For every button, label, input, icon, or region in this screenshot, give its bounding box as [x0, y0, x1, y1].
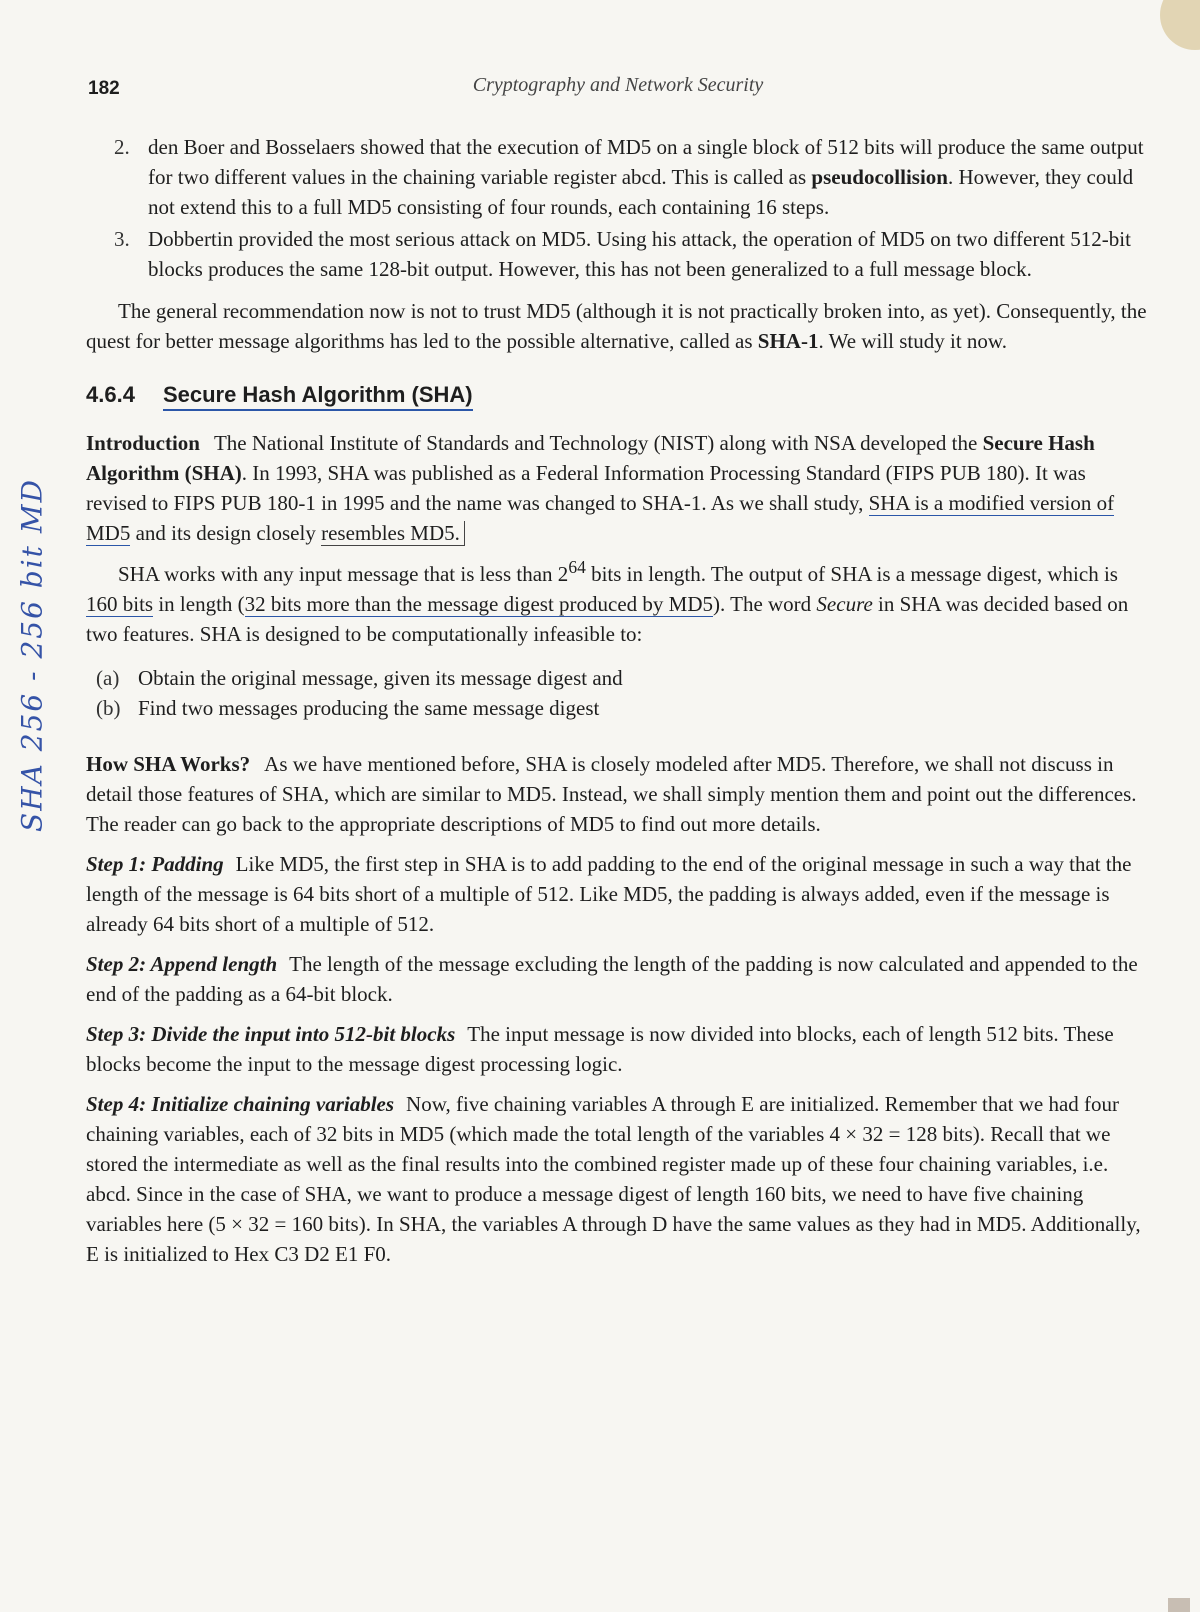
how-sha-works-paragraph: [86, 749, 1150, 839]
term-sha: Secure Hash Algorithm (SHA): [86, 431, 1095, 485]
list-text: den Boer and Bosselaers showed that the execution of MD5 on a single block of 512 bits will produce the same output for two different values in the chaining variable register abcd. This is called as: [148, 135, 1144, 189]
paragraph-text: bits in length. The output of SHA is a message digest, which is: [585, 562, 1118, 586]
underlined-phrase: 32 bits more than the message digest produced by MD5: [244, 592, 713, 616]
boxed-phrase: resembles MD5.: [321, 521, 465, 546]
page-header: [88, 74, 1148, 108]
list-item: [86, 224, 1150, 284]
feature-list: [86, 663, 1150, 723]
step-paragraph: [86, 1089, 1150, 1269]
step-text: The length of the message excluding the length of the padding is now calculated and appended to the end of the padding as a 64-bit block.: [86, 952, 1138, 1006]
list-item: [86, 663, 1150, 693]
page-body: [86, 132, 1150, 1269]
paragraph-text: ). The word: [713, 592, 817, 616]
paragraph-text: As we have mentioned before, SHA is closely modeled after MD5. Therefore, we shall not discuss in detail those features of SHA, which are similar to MD5. Instead, we shall simply mention them and point out the differences. The reader can go back to the appropriate descriptions of MD5 to find out more details.: [86, 752, 1137, 836]
margin-note-text: SHA 256 - 256 bit MD: [15, 478, 49, 832]
step-text: The input message is now divided into blocks, each of length 512 bits. These blocks become the input to the message digest processing logic.: [86, 1022, 1114, 1076]
paragraph-text: in length (: [153, 592, 245, 616]
step-label: Step 1: Padding: [86, 852, 224, 876]
recommendation-paragraph: [86, 296, 1150, 356]
running-title: Cryptography and Network Security: [472, 74, 764, 96]
section-heading: [86, 380, 1150, 410]
section-number: 4.6.4: [86, 382, 135, 407]
list-number: 2.: [114, 135, 130, 159]
list-text: Obtain the original message, given its message digest and: [138, 666, 623, 690]
list-number: 3.: [114, 227, 130, 251]
term-pseudocollision: pseudocollision: [811, 165, 948, 189]
page-stain: [1160, 0, 1200, 50]
underlined-phrase: SHA is a modified version of MD5: [86, 491, 1115, 545]
step-text: Now, five chaining variables A through E are initialized. Remember that we had four chaining variables, each of 32 bits in MD5 (which made the total length of the variables 4 × 32 = 128 bits). Recall that we stored the intermediate as well as the final results into the combined register made up of these four chaining variables, i.e. abcd. Since in the case of SHA, we want to produce a message digest of length 160 bits, we need to have five chaining variables here (5 × 32 = 160 bits). In SHA, the variables A through D have the same values as they had in MD5. Additionally, E is initialized to Hex C3 D2 E1 F0.: [86, 1092, 1141, 1266]
handwritten-margin-note: [8, 478, 56, 832]
list-item: [86, 132, 1150, 222]
introduction-paragraph: [86, 428, 1150, 548]
paragraph-text: in SHA was decided based on two features. SHA is designed to be computationally infeasible to:: [86, 592, 1129, 646]
page-stain: [1168, 1598, 1190, 1612]
italic-word: Secure: [816, 592, 873, 616]
list-label: (b): [96, 696, 121, 720]
section-title: Secure Hash Algorithm (SHA): [163, 382, 473, 411]
step-paragraph: [86, 849, 1150, 939]
step-label: Step 2: Append length: [86, 952, 278, 976]
paragraph-text: SHA works with any input message that is less than 2: [118, 562, 569, 586]
how-works-label: How SHA Works?: [86, 752, 251, 776]
list-text: Find two messages producing the same message digest: [138, 696, 600, 720]
paragraph-text: The general recommendation now is not to trust MD5 (although it is not practically broken into, as yet). Consequently, the quest for better message algorithms has led to the possible alternative, called as: [86, 299, 1147, 353]
list-text: Dobbertin provided the most serious attack on MD5. Using his attack, the operation of MD5 on two different 512-bit blocks produces the same 128-bit output. However, this has not been generalized to a full message block.: [148, 227, 1131, 281]
exponent: 64: [568, 557, 586, 577]
paragraph-text: . We will study it now.: [818, 329, 1007, 353]
step-text: Like MD5, the first step in SHA is to add padding to the end of the original message in such a way that the length of the message is 64 bits short of a multiple of 512. Like MD5, the padding is always added, even if the message is already 64 bits short of a multiple of 512.: [86, 852, 1132, 936]
step-paragraph: [86, 949, 1150, 1009]
list-label: (a): [96, 666, 120, 690]
underlined-phrase: 160 bits: [86, 592, 154, 616]
introduction-label: Introduction: [86, 431, 200, 455]
page-number: 182: [88, 78, 120, 99]
paragraph-text: and its design closely: [130, 521, 322, 545]
term-sha1: SHA-1: [757, 329, 819, 353]
list-item: [86, 693, 1150, 723]
step-paragraph: [86, 1019, 1150, 1079]
list-text: . However, they could not extend this to a full MD5 consisting of four rounds, each containing 16 steps.: [148, 165, 1134, 219]
step-label: Step 3: Divide the input into 512-bit blocks: [86, 1022, 456, 1046]
step-label: Step 4: Initialize chaining variables: [86, 1092, 395, 1116]
paragraph-text: . In 1993, SHA was published as a Federal Information Processing Standard (FIPS PUB 180). It was revised to FIPS PUB 180-1 in 1995 and the name was changed to SHA-1. As we shall study,: [86, 461, 1086, 515]
sha-works-paragraph: [86, 552, 1150, 649]
paragraph-text: The National Institute of Standards and Technology (NIST) along with NSA developed the: [213, 431, 983, 455]
